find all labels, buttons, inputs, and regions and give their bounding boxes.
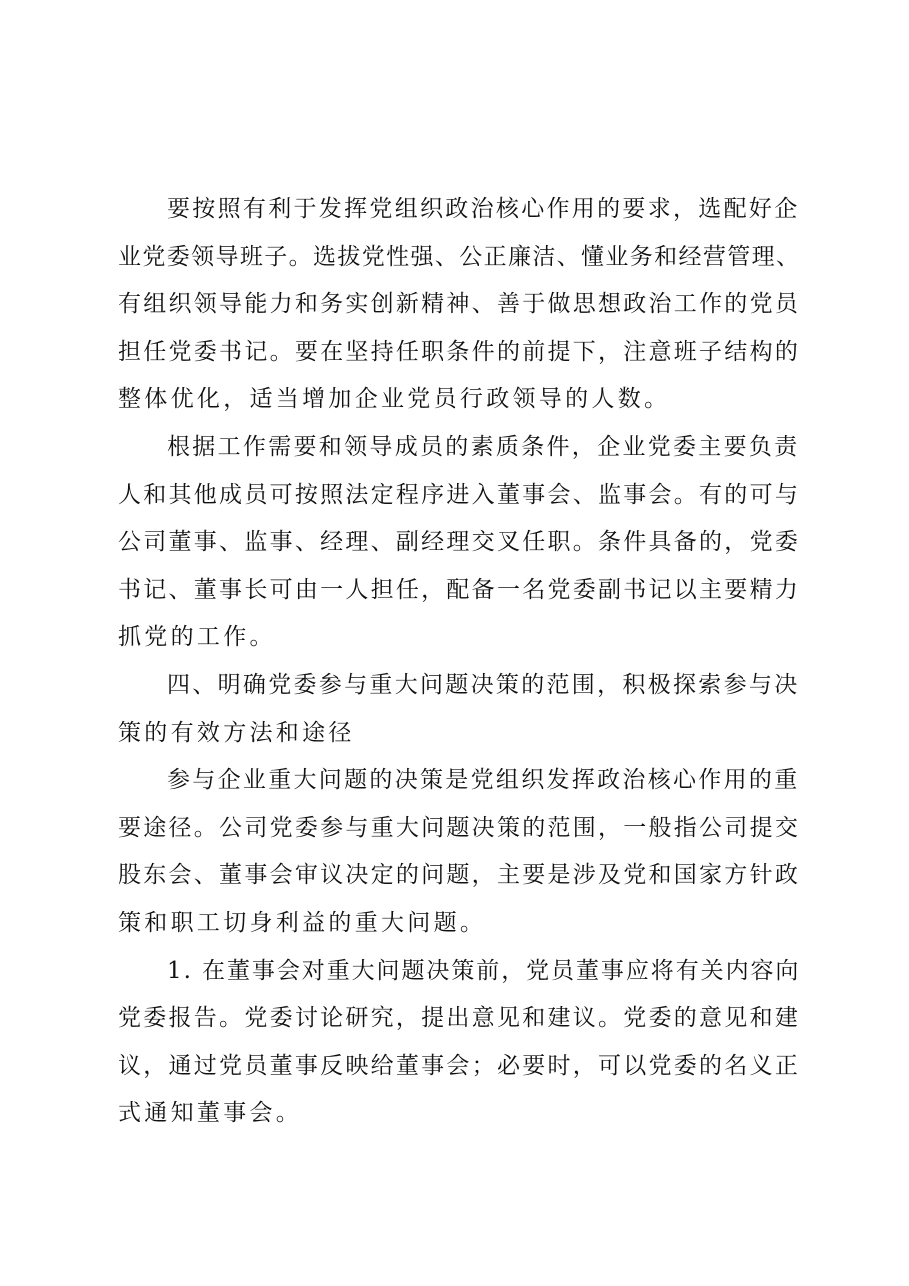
text-line: 式通知董事会。 — [118, 1100, 303, 1127]
paragraph-leadership-team — [118, 186, 801, 424]
text-line: 担任党委书记。要在坚持任职条件的前提下，注意班子结构的 — [118, 338, 801, 365]
text-line: 书记、董事长可由一人担任，配备一名党委副书记以主要精力 — [118, 576, 801, 603]
text-line: 要途径。公司党委参与重大问题决策的范围，一般指公司提交 — [118, 814, 801, 841]
text-line: 四、明确党委参与重大问题决策的范围，积极探索参与决 — [167, 671, 800, 698]
text-line: 策的有效方法和途径 — [118, 719, 355, 746]
text-line: 党委报告。党委讨论研究，提出意见和建议。党委的意见和建 — [118, 1005, 801, 1032]
text-line: 策和职工切身利益的重大问题。 — [118, 909, 487, 936]
paragraph-board-membership — [118, 424, 801, 662]
text-line: 股东会、董事会审议决定的问题，主要是涉及党和国家方针政 — [118, 862, 801, 889]
text-line: 业党委领导班子。选拔党性强、公正廉洁、懂业务和经营管理、 — [118, 243, 801, 270]
text-line: 1. 在董事会对重大问题决策前，党员董事应将有关内容向 — [167, 957, 801, 984]
paragraph-item-one — [118, 948, 801, 1138]
text-line: 根据工作需要和领导成员的素质条件，企业党委主要负责 — [167, 433, 800, 460]
text-line: 人和其他成员可按照法定程序进入董事会、监事会。有的可与 — [118, 481, 801, 508]
document-body — [118, 186, 801, 1138]
text-line: 参与企业重大问题的决策是党组织发挥政治核心作用的重 — [167, 767, 800, 794]
text-line: 整体优化，适当增加企业党员行政领导的人数。 — [118, 386, 671, 413]
text-line: 要按照有利于发挥党组织政治核心作用的要求，选配好企 — [167, 196, 800, 222]
text-line: 议，通过党员董事反映给董事会；必要时，可以党委的名义正 — [118, 1052, 801, 1079]
text-line: 有组织领导能力和务实创新精神、善于做思想政治工作的党员 — [118, 291, 801, 318]
section-heading-four — [118, 662, 798, 757]
paragraph-decision-scope — [118, 757, 801, 947]
text-line: 抓党的工作。 — [118, 624, 276, 651]
text-line: 公司董事、监事、经理、副经理交叉任职。条件具备的，党委 — [118, 529, 801, 556]
